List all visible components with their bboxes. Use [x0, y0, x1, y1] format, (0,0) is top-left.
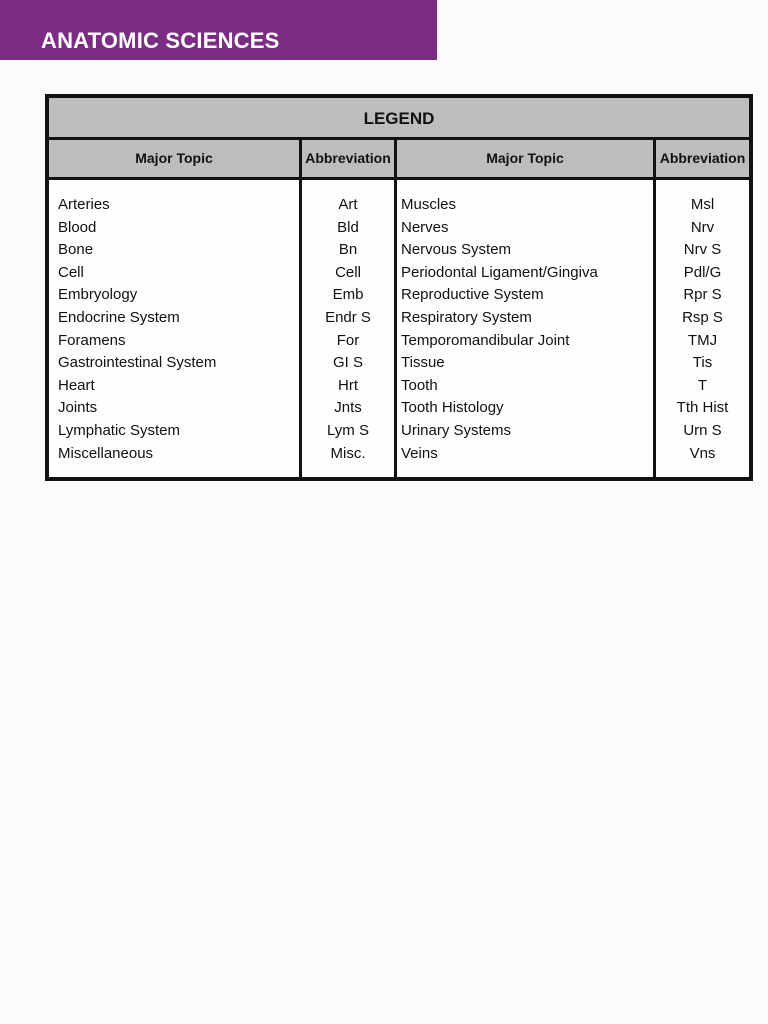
column-divider — [394, 140, 397, 477]
list-item: Endocrine System — [58, 308, 180, 326]
list-item: Vns — [689, 444, 716, 462]
header-major-topic-left: Major Topic — [135, 150, 213, 166]
list-item: Rpr S — [683, 286, 722, 304]
list-item: For — [336, 331, 360, 349]
list-item: Rsp S — [682, 308, 723, 326]
list-item: Tooth Histology — [401, 399, 504, 417]
list-item: Muscles — [401, 196, 457, 213]
list-item: Misc. — [330, 444, 366, 462]
list-item: Nrv S — [683, 241, 722, 259]
list-item: Bone — [58, 241, 94, 259]
list-item: T — [697, 376, 708, 394]
list-item: Foramens — [58, 331, 126, 349]
left-abbreviation-list — [302, 194, 394, 465]
list-item: Reproductive System — [401, 286, 544, 304]
list-item: Tooth — [401, 376, 438, 394]
list-item: Arteries — [58, 196, 110, 213]
header-major-topic-right: Major Topic — [486, 150, 564, 166]
list-item: Endr S — [325, 308, 371, 326]
section-banner — [0, 0, 437, 60]
list-item: Hrt — [338, 376, 358, 394]
list-item: TMJ — [687, 331, 718, 349]
list-item: Heart — [58, 376, 95, 394]
header-abbreviation-right: Abbreviation — [659, 150, 746, 166]
list-item: Nervous System — [401, 241, 512, 259]
list-item: GI S — [332, 354, 363, 372]
list-item: Blood — [58, 218, 97, 236]
legend-table — [45, 94, 753, 481]
list-item: Msl — [690, 196, 715, 213]
left-topic-list — [58, 194, 296, 465]
list-item: Tis — [692, 354, 713, 372]
list-item: Gastrointestinal System — [58, 354, 217, 372]
list-item: Lym S — [327, 421, 369, 439]
list-item: Nerves — [401, 218, 449, 236]
list-item: Embryology — [58, 286, 138, 304]
list-item: Jnts — [334, 399, 362, 417]
section-title: ANATOMIC SCIENCES — [41, 28, 280, 53]
list-item: Emb — [332, 286, 364, 304]
list-item: Respiratory System — [401, 308, 532, 326]
header-abbreviation-left: Abbreviation — [305, 150, 391, 166]
list-item: Tissue — [401, 354, 445, 372]
list-item: Cell — [335, 263, 361, 281]
legend-header-row — [49, 140, 749, 180]
list-item: Tth Hist — [676, 399, 729, 417]
legend-title: LEGEND — [49, 98, 749, 140]
list-item: Urinary Systems — [401, 421, 512, 439]
list-item: Joints — [58, 399, 98, 417]
right-topic-list — [401, 194, 651, 465]
list-item: Lymphatic System — [58, 421, 180, 439]
list-item: Bn — [338, 241, 358, 259]
list-item: Periodontal Ligament/Gingiva — [401, 263, 598, 281]
list-item: Temporomandibular Joint — [401, 331, 570, 349]
list-item: Veins — [401, 444, 438, 462]
list-item: Bld — [337, 218, 359, 236]
list-item: Pdl/G — [683, 263, 722, 281]
list-item: Miscellaneous — [58, 444, 154, 462]
list-item: Urn S — [683, 421, 722, 439]
list-item: Art — [338, 196, 358, 213]
list-item: Cell — [58, 263, 84, 281]
right-abbreviation-list — [656, 194, 749, 465]
list-item: Nrv — [690, 218, 715, 236]
